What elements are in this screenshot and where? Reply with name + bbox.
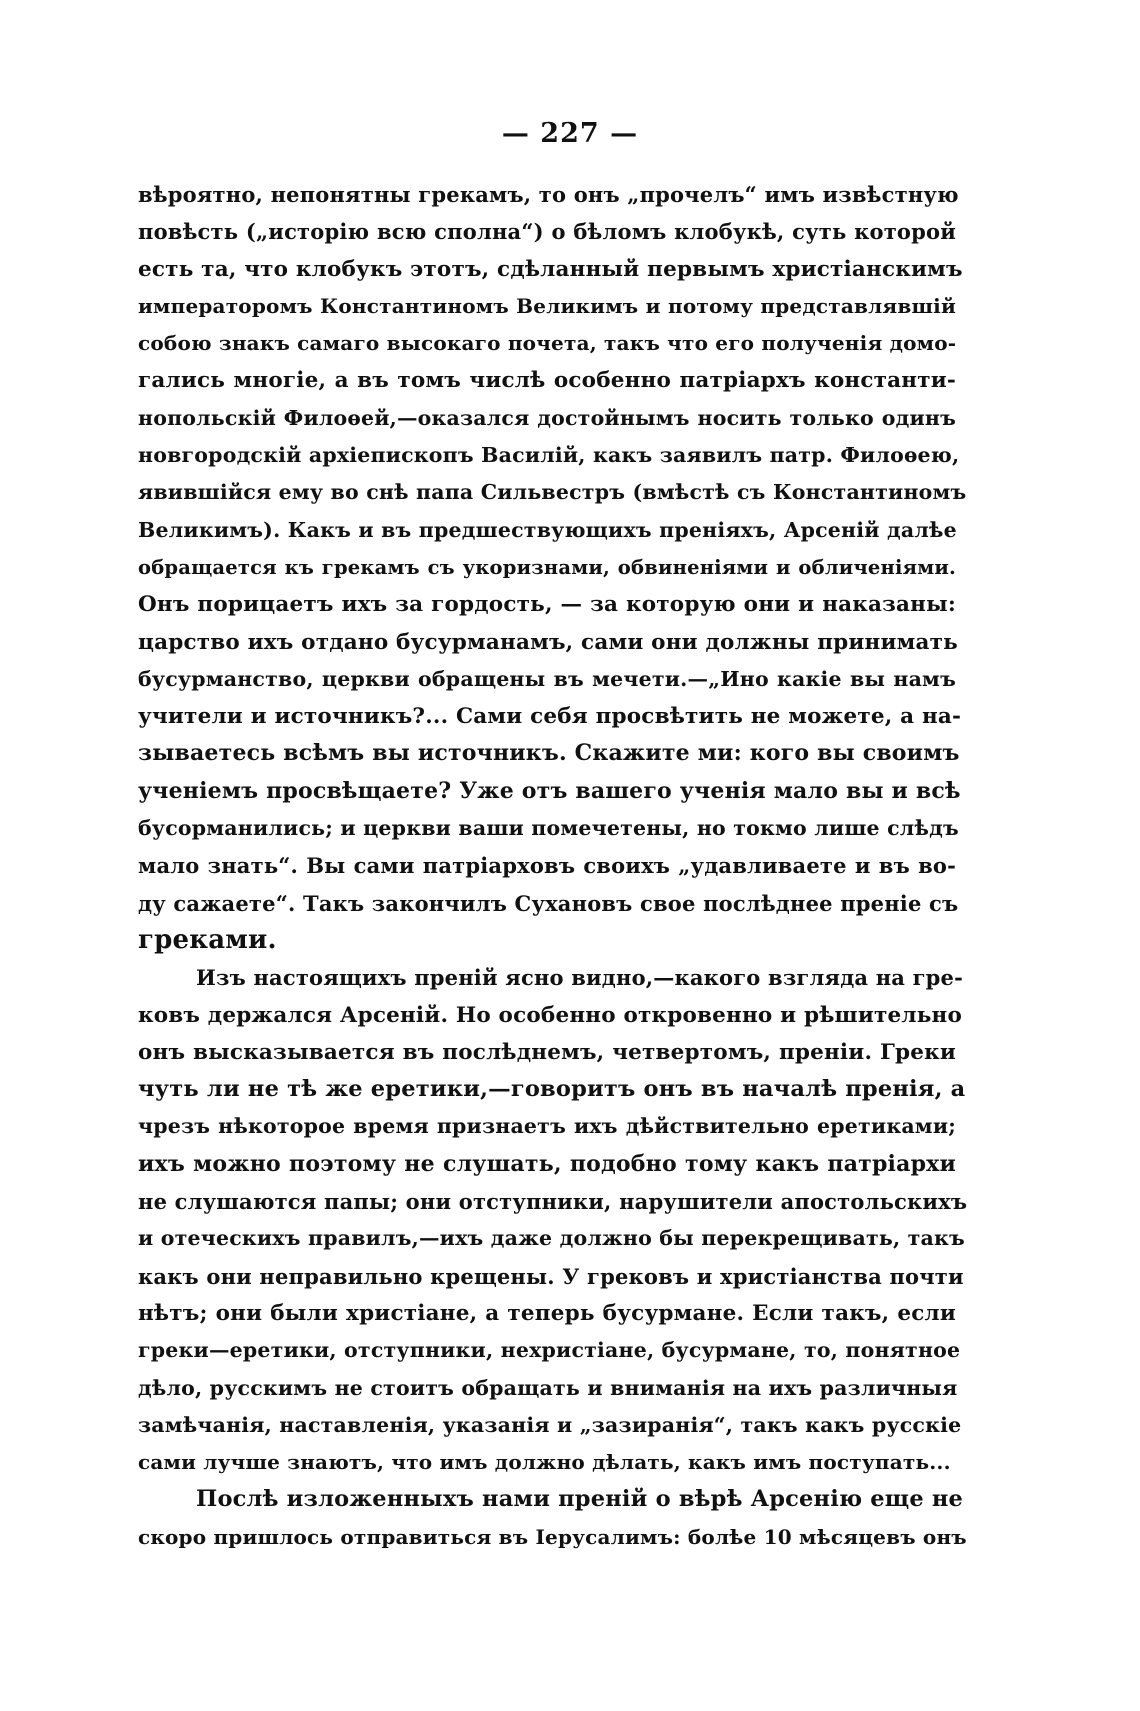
text-line: явившійся ему во снѣ папа Сильвестръ (вмѣстѣ съ Константиномъ: [138, 480, 967, 505]
text-line: ученіемъ просвѣщаете? Уже отъ вашего ученія мало вы и всѣ: [138, 777, 961, 804]
text-line: скоро пришлось отправиться въ Іерусалимъ: болѣе 10 мѣсяцевъ онъ: [138, 1524, 967, 1549]
text-line: онъ высказывается въ послѣднемъ, четвертомъ, преніи. Греки: [138, 1039, 956, 1065]
text-line: какъ они неправильно крещены. У грековъ и христіанства почти: [138, 1263, 964, 1289]
text-line: новгородскій архіепископъ Василій, какъ заявилъ патр. Филоѳею,: [138, 443, 960, 468]
text-line: Великимъ). Какъ и въ предшествующихъ преніяхъ, Арсеній далѣе: [138, 517, 957, 542]
text-line: греками.: [138, 924, 277, 955]
text-line: вѣроятно, непонятны грекамъ, то онъ „прочелъ“ имъ извѣстную: [138, 182, 959, 207]
text-line: есть та, что клобукъ этотъ, сдѣланный первымъ христіанскимъ: [138, 256, 963, 282]
text-line: зываетесь всѣмъ вы источникъ. Скажите ми: кого вы своимъ: [138, 740, 960, 767]
text-line: чуть ли не тѣ же еретики,—говоритъ онъ въ началѣ пренія, а: [138, 1076, 966, 1103]
text-line: учители и источникъ?... Сами себя просвѣтить не можете, а на-: [138, 704, 962, 730]
text-line: бусурманство, церкви обращены въ мечети.—„Ино какіе вы намъ: [138, 666, 956, 691]
body-text: [138, 176, 968, 1556]
text-line: повѣсть („исторію всю сполна“) о бѣломъ клобукѣ, суть которой: [138, 219, 956, 245]
text-line: и отеческихъ правилъ,—ихъ даже должно бы перекрещивать, такъ: [138, 1226, 965, 1251]
text-line: греки—еретики, отступники, нехристіане, бусурмане, то, понятное: [138, 1338, 961, 1363]
text-line: Онъ порицаетъ ихъ за гордость, — за которую они и наказаны:: [138, 592, 956, 618]
text-line: царство ихъ отдано бусурманамъ, сами они должны принимать: [138, 629, 958, 655]
text-line: сами лучше знаютъ, что имъ должно дѣлать, какъ имъ поступать...: [138, 1450, 951, 1475]
text-line: нѣтъ; они были христіане, а теперь бусурмане. Если такъ, если: [138, 1300, 956, 1326]
text-line: дѣло, русскимъ не стоитъ обращать и вниманія на ихъ различныя: [138, 1375, 958, 1400]
text-line: замѣчанія, наставленія, указанія и „зазиранія“, такъ какъ русскіе: [138, 1412, 962, 1437]
text-line: собою знакъ самаго высокаго почета, такъ что его полученія домо-: [138, 331, 957, 356]
text-line: нопольскій Филоѳей,—оказался достойнымъ носить только одинъ: [138, 405, 956, 430]
text-line: не слушаются папы; они отступники, нарушители апостольскихъ: [138, 1189, 968, 1215]
text-line: ихъ можно поэтому не слушать, подобно тому какъ патріархи: [138, 1150, 956, 1177]
text-line: гались многіе, а въ томъ числѣ особенно патріархъ константи-: [138, 368, 956, 394]
text-line: мало знать“. Вы сами патріарховъ своихъ „удавливаете и въ во-: [138, 853, 956, 879]
page-number: — 227 —: [501, 118, 639, 149]
text-line: Послѣ изложенныхъ нами преній о вѣрѣ Арсенію еще не: [196, 1486, 964, 1513]
text-line: Изъ настоящихъ преній ясно видно,—какого взгляда на гре-: [196, 965, 964, 991]
text-line: ковъ держался Арсеній. Но особенно откровенно и рѣшительно: [138, 1002, 962, 1028]
text-line: чрезъ нѣкоторое время признаетъ ихъ дѣйствительно еретиками;: [138, 1114, 956, 1139]
text-line: обращается къ грекамъ съ укоризнами, обвиненіями и обличеніями.: [138, 555, 956, 579]
text-line: ду сажаете“. Такъ закончилъ Сухановъ свое послѣднее преніе съ: [138, 890, 959, 916]
text-line: бусорманились; и церкви ваши помечетены, но токмо лише слѣдъ: [138, 816, 959, 841]
text-line: императоромъ Константиномъ Великимъ и потому представлявшій: [138, 293, 956, 318]
